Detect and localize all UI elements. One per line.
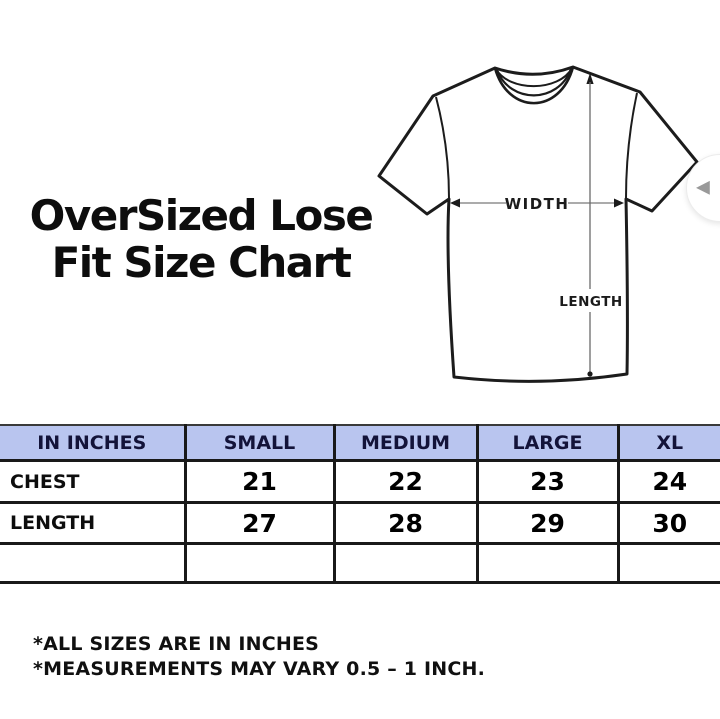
empty-row-cell xyxy=(334,544,477,583)
chevron-left-icon: ◀ xyxy=(696,176,710,198)
header-cell-large: LARGE xyxy=(477,425,618,461)
footnote-sizes-in-inches: *ALL SIZES ARE IN INCHES xyxy=(33,633,320,655)
width-label: WIDTH xyxy=(504,195,570,213)
empty-row-cell xyxy=(185,544,334,583)
chest-xl-value: 24 xyxy=(618,461,720,503)
header-cell-medium: MEDIUM xyxy=(334,425,477,461)
size-table xyxy=(0,424,720,584)
empty-row-cell xyxy=(477,544,618,583)
chest-large-value: 23 xyxy=(477,461,618,503)
tshirt-measurement-diagram xyxy=(360,45,720,410)
table-row-length xyxy=(0,503,720,544)
table-row-empty xyxy=(0,544,720,583)
header-cell-in-inches: IN INCHES xyxy=(0,425,185,461)
length-label: LENGTH xyxy=(559,294,623,310)
tshirt-outline-shape xyxy=(379,67,697,381)
row-label-length: LENGTH xyxy=(0,503,185,544)
table-row-chest xyxy=(0,461,720,503)
length-large-value: 29 xyxy=(477,503,618,544)
header-cell-small: SMALL xyxy=(185,425,334,461)
footnotes xyxy=(33,632,485,682)
chest-medium-value: 22 xyxy=(334,461,477,503)
length-small-value: 27 xyxy=(185,503,334,544)
header-cell-xl: XL xyxy=(618,425,720,461)
page-title xyxy=(0,192,402,286)
page-title-line1: OverSized Lose xyxy=(29,191,373,240)
page-title-line2: Fit Size Chart xyxy=(51,238,351,287)
chest-small-value: 21 xyxy=(185,461,334,503)
empty-row-cell xyxy=(618,544,720,583)
length-xl-value: 30 xyxy=(618,503,720,544)
footnote-measurement-variance: *MEASUREMENTS MAY VARY 0.5 – 1 INCH. xyxy=(33,658,486,680)
size-table-header-row xyxy=(0,425,720,461)
row-label-chest: CHEST xyxy=(0,461,185,503)
length-medium-value: 28 xyxy=(334,503,477,544)
empty-row-label xyxy=(0,544,185,583)
